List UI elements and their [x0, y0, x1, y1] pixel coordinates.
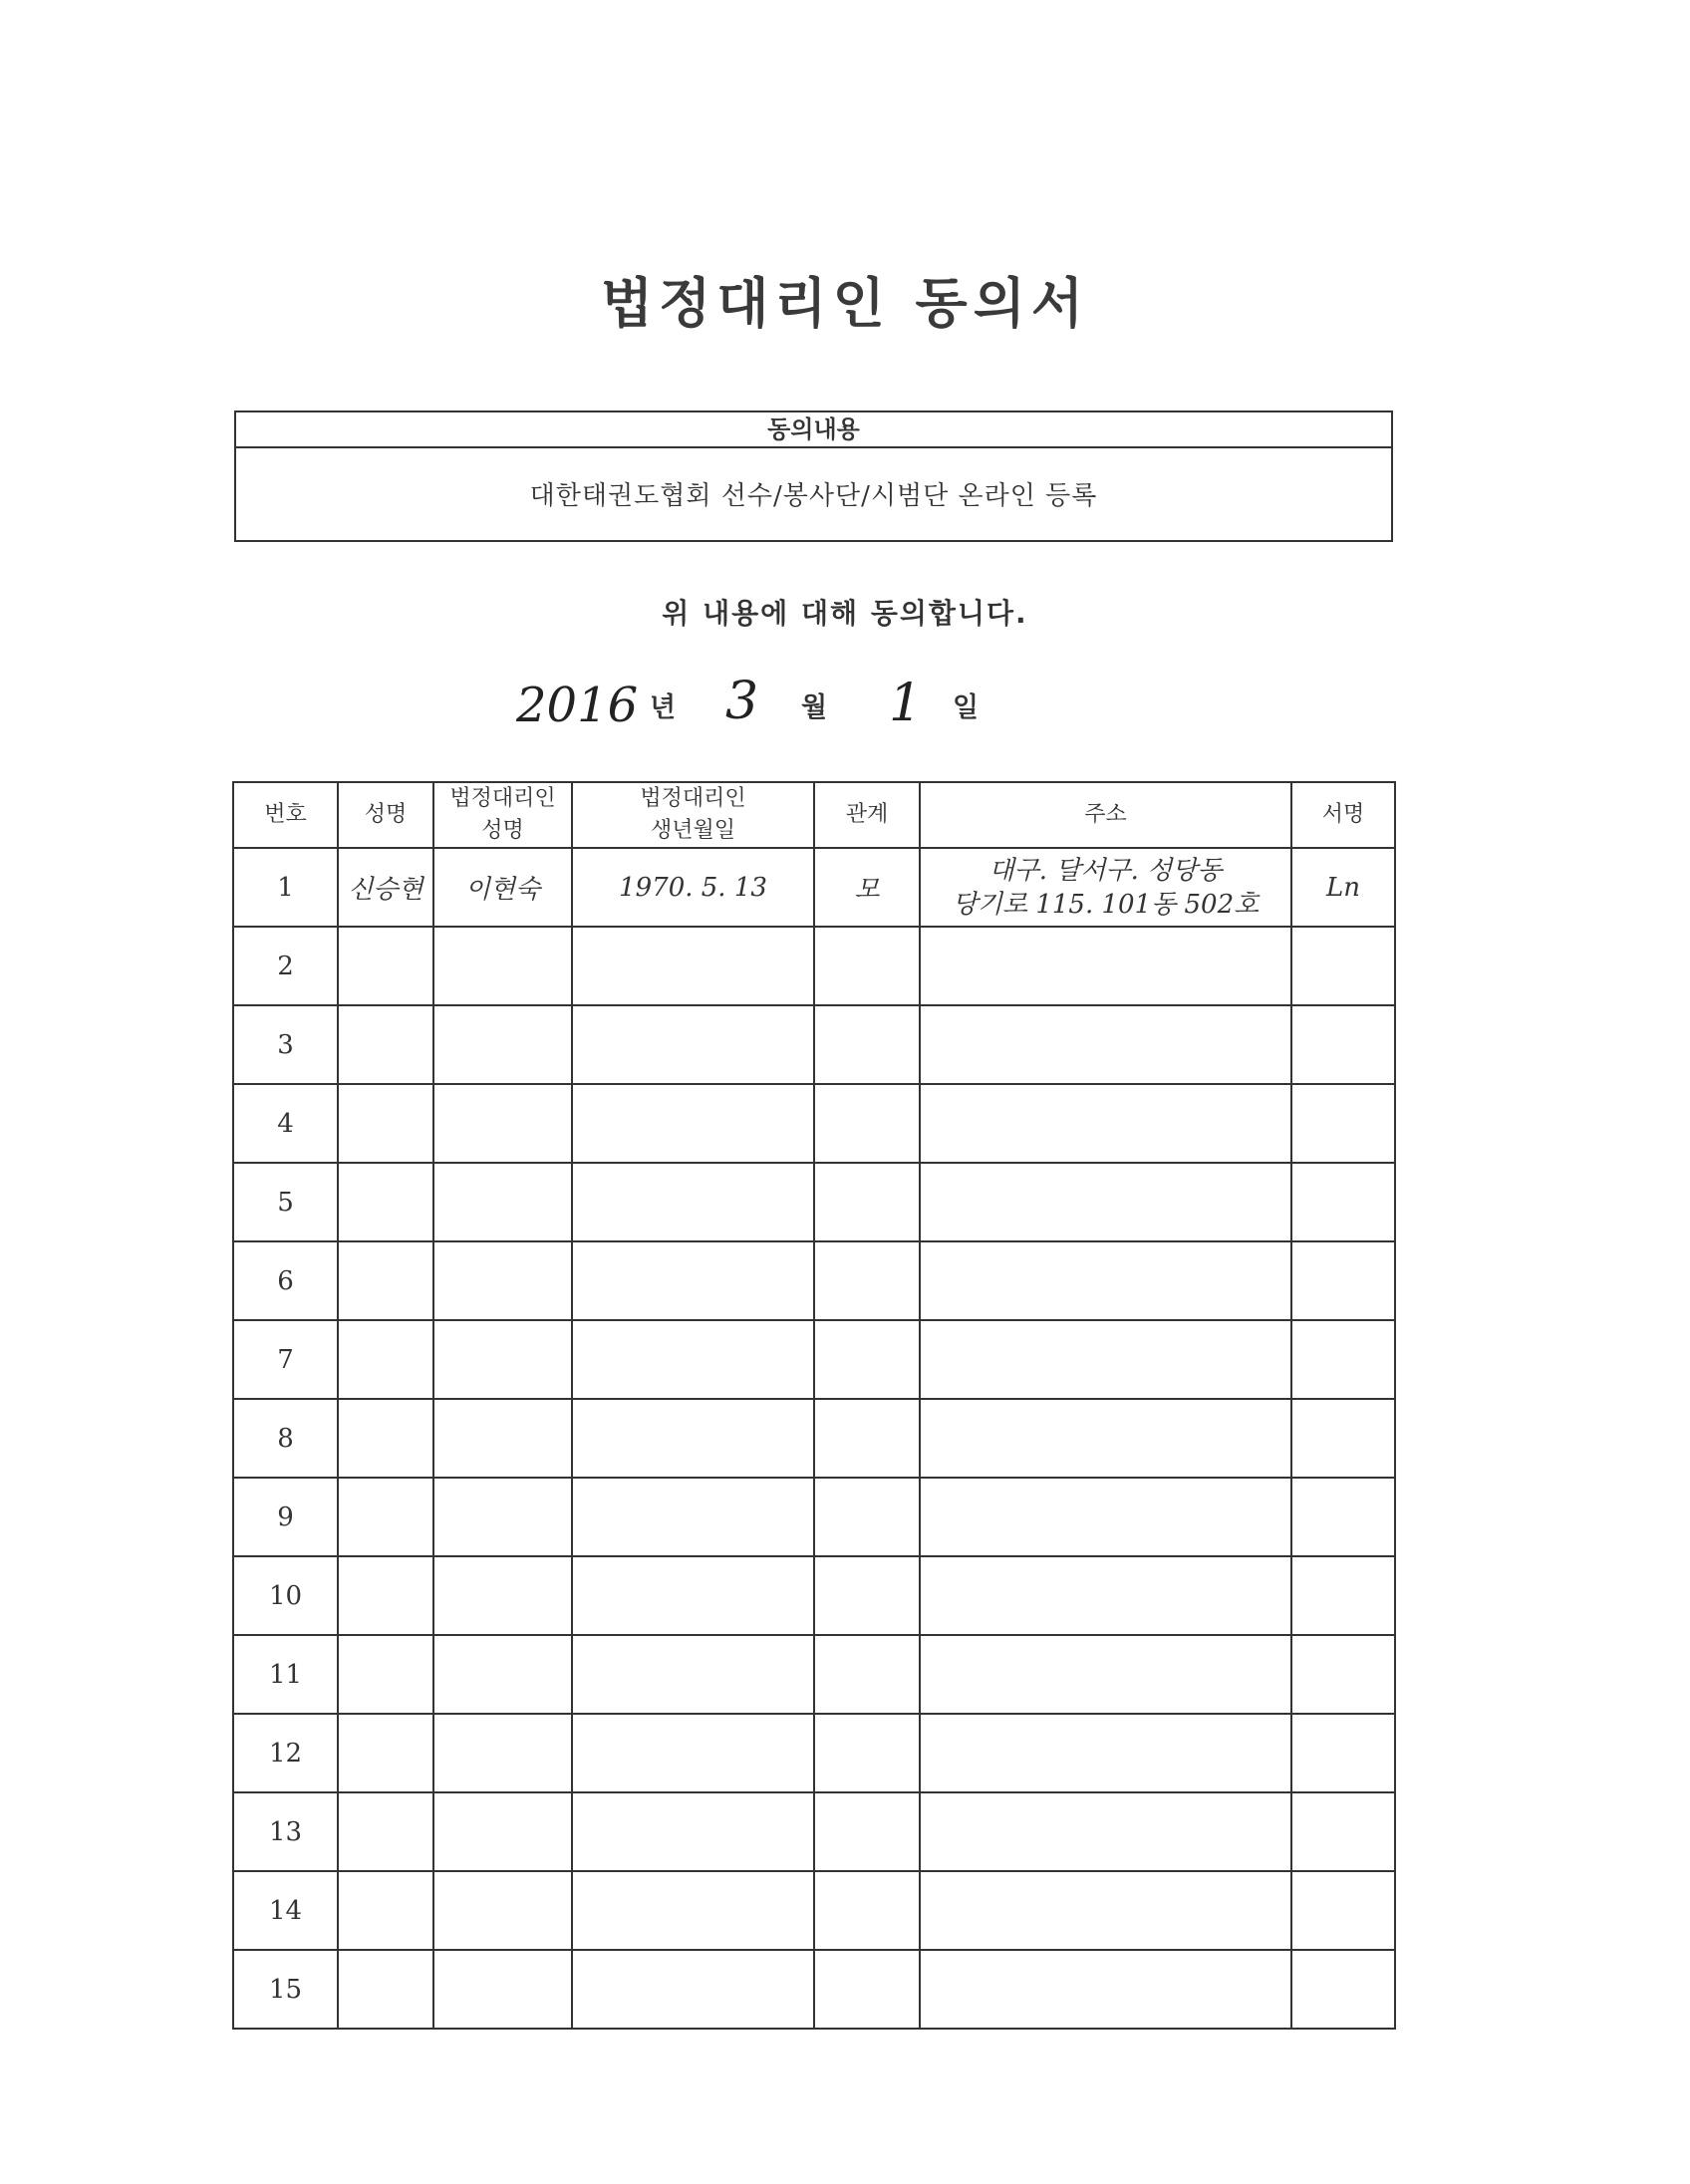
- date-year: 2016: [516, 678, 639, 733]
- consent-header: 동의내용: [236, 412, 1391, 448]
- row-no: 2: [233, 927, 338, 1005]
- row-no: 1: [233, 848, 338, 927]
- row-no: 4: [233, 1084, 338, 1163]
- header-name: 성명: [338, 782, 433, 848]
- row-no: 6: [233, 1241, 338, 1320]
- row-name: 신승현: [338, 848, 433, 927]
- header-no: 번호: [233, 782, 338, 848]
- row-no: 11: [233, 1635, 338, 1714]
- table-row: [233, 1320, 1395, 1399]
- header-guardian-name-line1: 법정대리인: [449, 786, 556, 811]
- consent-box: [234, 410, 1393, 542]
- header-relation: 관계: [814, 782, 920, 848]
- header-guardian-birth-line2: 생년월일: [650, 818, 735, 843]
- date-line: [0, 674, 1690, 753]
- table-row: [233, 1950, 1395, 2029]
- row-no: 5: [233, 1163, 338, 1241]
- table-header-row: [233, 782, 1395, 848]
- date-day: 1: [889, 674, 923, 733]
- registration-table: [232, 781, 1396, 2030]
- row-no: 14: [233, 1871, 338, 1950]
- table-row: [233, 1792, 1395, 1871]
- table-row: [233, 1871, 1395, 1950]
- table-row: [233, 1241, 1395, 1320]
- header-guardian-name-line2: 성명: [481, 818, 524, 843]
- date-day-unit: 일: [953, 692, 980, 723]
- table-row: [233, 1714, 1395, 1792]
- row-signature: Ln: [1291, 848, 1395, 927]
- table-row: [233, 1635, 1395, 1714]
- row-no: 12: [233, 1714, 338, 1792]
- date-month: 3: [725, 672, 759, 731]
- agreement-statement: 위 내용에 대해 동의합니다.: [662, 597, 1028, 630]
- row-guardian-name: 이현숙: [433, 848, 572, 927]
- row-guardian-birth: 1970. 5. 13: [572, 848, 814, 927]
- row-no: 10: [233, 1556, 338, 1635]
- table-row: [233, 1084, 1395, 1163]
- table-row: [233, 848, 1395, 927]
- row-no: 7: [233, 1320, 338, 1399]
- table-row: [233, 1399, 1395, 1478]
- row-no: 8: [233, 1399, 338, 1478]
- row-no: 15: [233, 1950, 338, 2029]
- header-signature: 서명: [1291, 782, 1395, 848]
- row-address-line2: 당기로 115. 101동 502호: [952, 889, 1260, 920]
- row-no: 9: [233, 1478, 338, 1556]
- header-address: 주소: [920, 782, 1291, 848]
- row-address: [920, 848, 1291, 927]
- date-month-unit: 월: [801, 692, 828, 723]
- table-row: [233, 1005, 1395, 1084]
- document-title: 법정대리인 동의서: [600, 272, 1090, 335]
- row-no: 3: [233, 1005, 338, 1084]
- table-row: [233, 1478, 1395, 1556]
- consent-content: 대한태권도협회 선수/봉사단/시범단 온라인 등록: [529, 481, 1098, 511]
- row-address-line1: 대구. 달서구. 성당동: [988, 855, 1223, 886]
- table-row: [233, 1163, 1395, 1241]
- date-year-unit: 년: [650, 692, 677, 723]
- row-no: 13: [233, 1792, 338, 1871]
- header-guardian-birth-line1: 법정대리인: [640, 786, 746, 811]
- header-guardian-birth: [572, 782, 814, 848]
- table-row: [233, 1556, 1395, 1635]
- row-relation: 모: [814, 848, 920, 927]
- header-guardian-name: [433, 782, 572, 848]
- table-row: [233, 927, 1395, 1005]
